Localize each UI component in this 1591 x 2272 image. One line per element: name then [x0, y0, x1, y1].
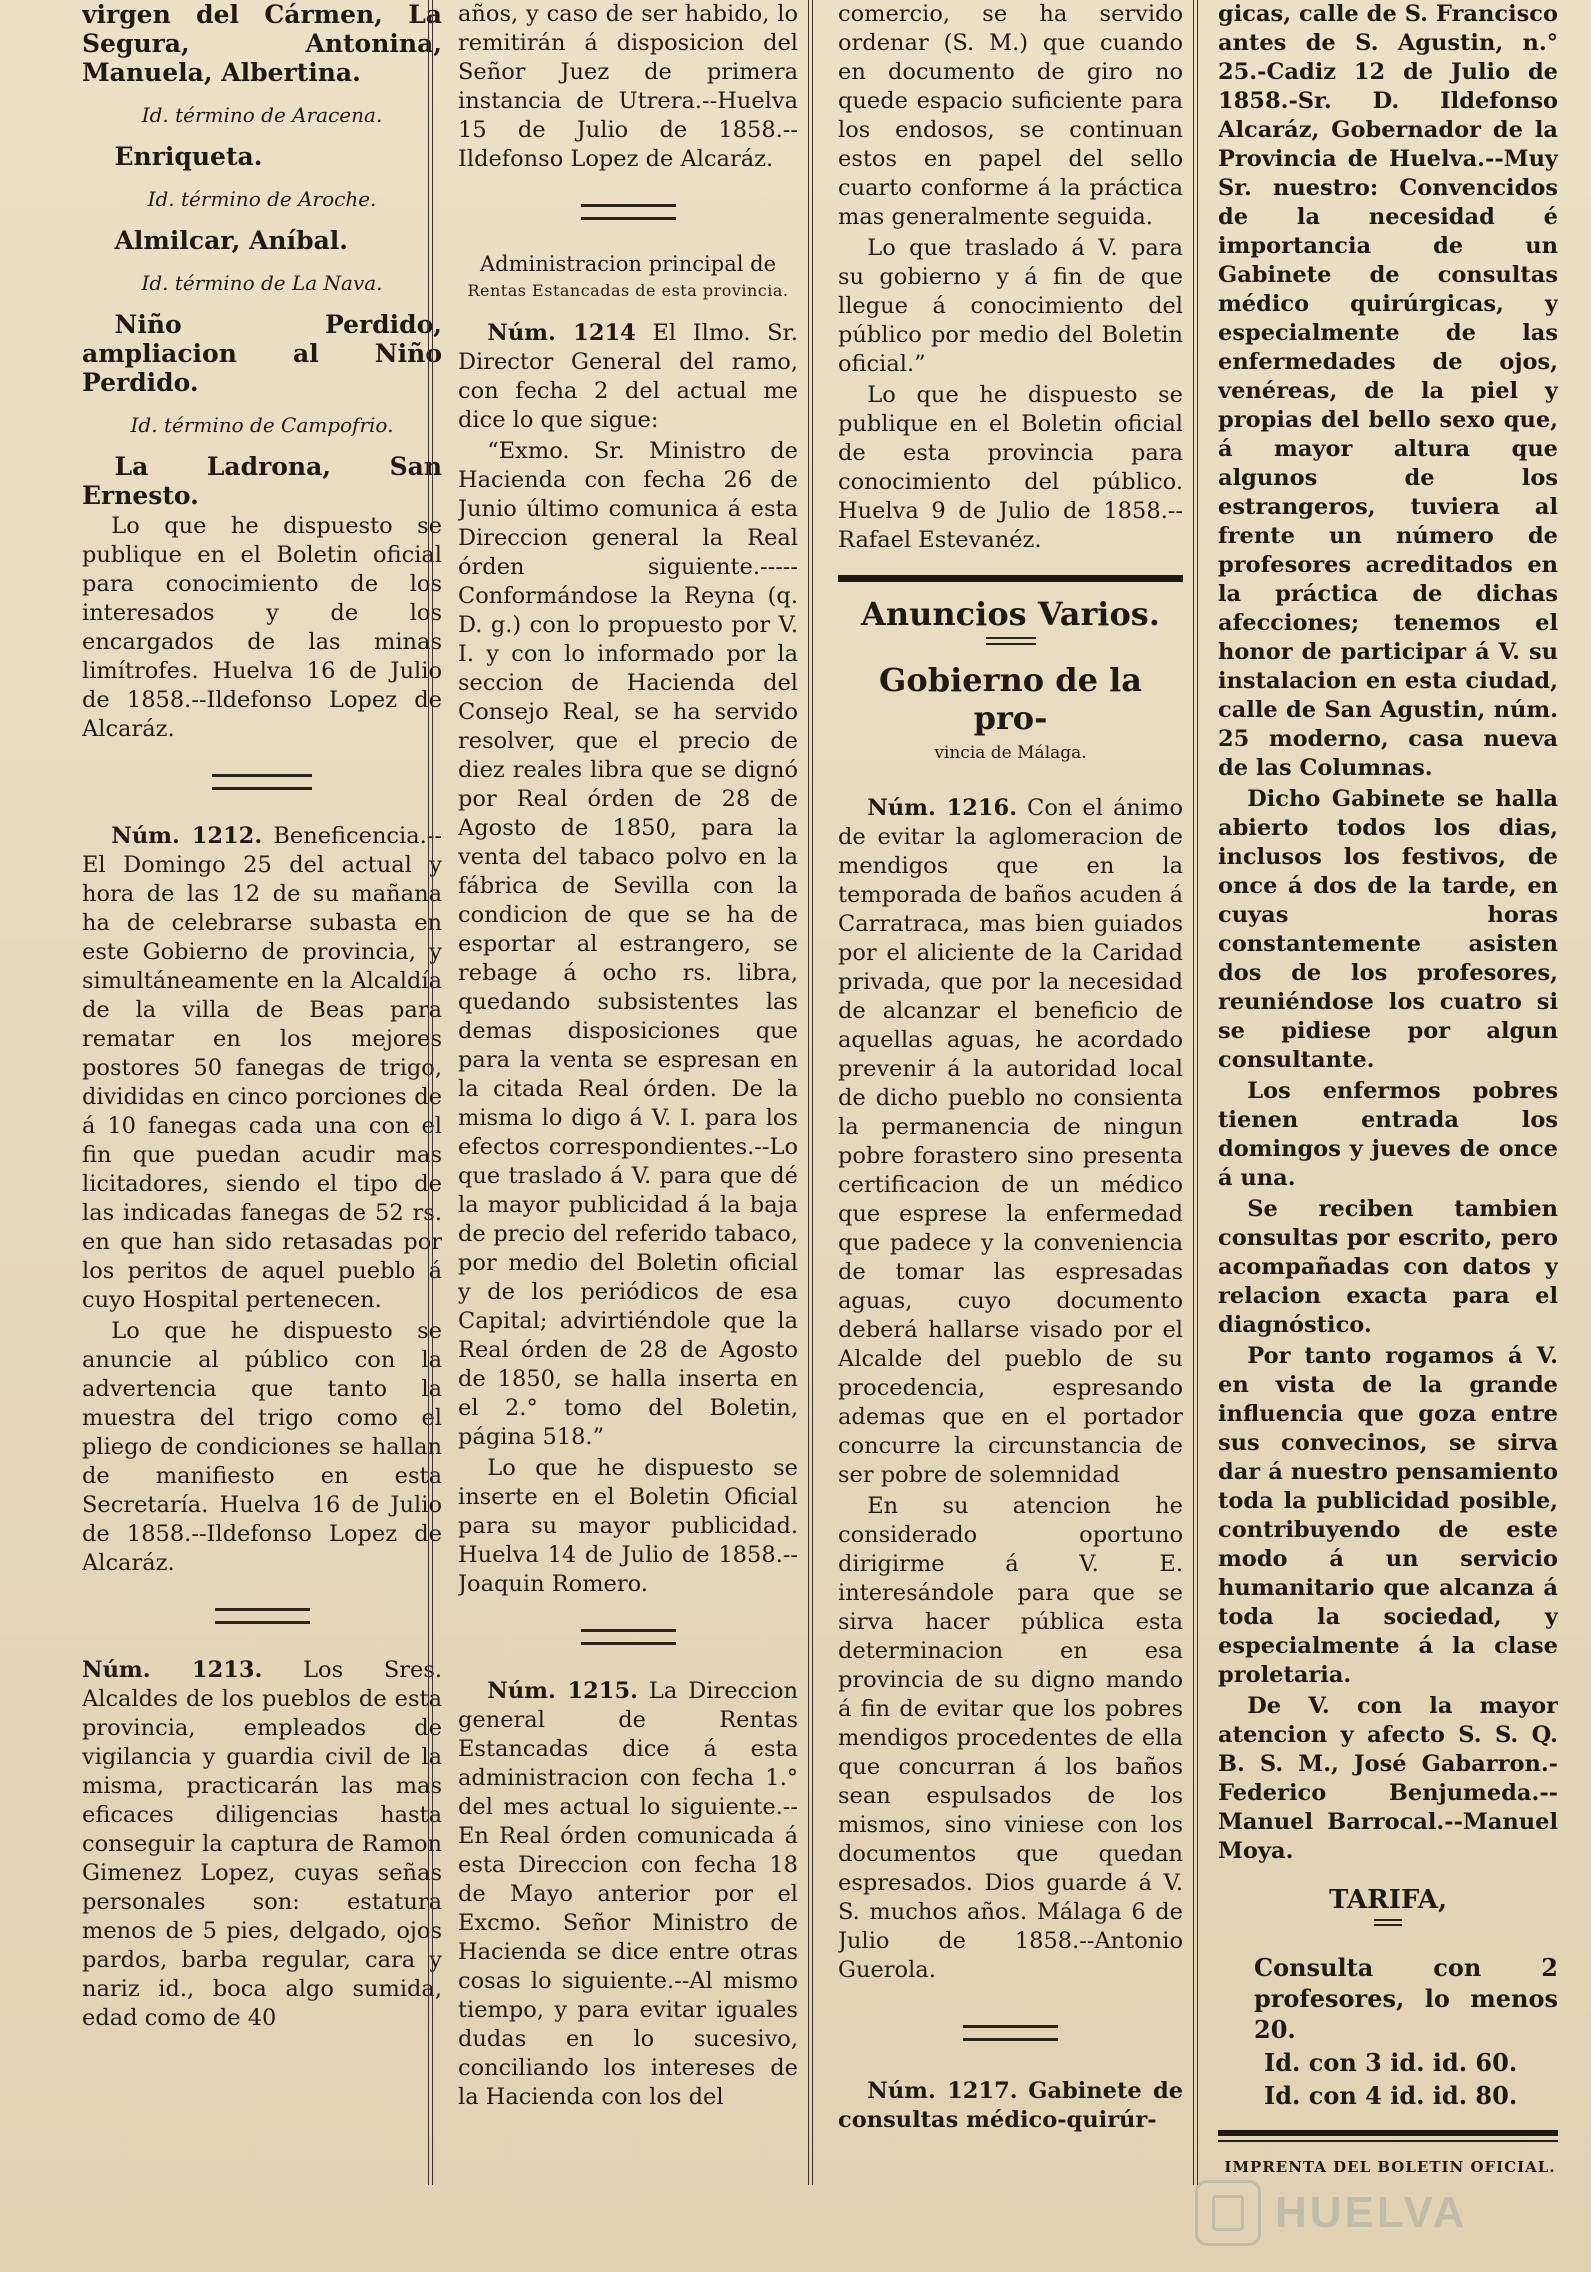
notice-1214	[458, 319, 798, 435]
notice-number: Núm. 1216.	[867, 795, 1018, 821]
notice-1215-end: comercio, se ha servido ordenar (S. M.) que cuando en documento de giro no quede espacio suficiente para los endosos, se continuan estos en papel del sello cuarto conforme á la práctica mas generalmente seguida.	[838, 1, 1183, 230]
tariff-line-3: Id. con 4 id. id. 80.	[1264, 2081, 1518, 2110]
cabinet-signatures: De V. con la mayor atencion y afecto S. S. Q. B. S. M., José Gabarron.-Federico Benjumeda.--Manuel Barrocal.--Manuel Moya.	[1218, 1693, 1558, 1864]
footer-rule	[1218, 2130, 1558, 2136]
archive-watermark	[1195, 2178, 1515, 2248]
footer-rule-thin	[1218, 2140, 1558, 2142]
column-1	[82, 0, 442, 2220]
mine-names-list: virgen del Cármen, La Segura, Antonina, Manuela, Albertina.	[82, 0, 442, 87]
column-4	[1218, 0, 1558, 2220]
small-divider	[986, 637, 1036, 645]
column-rule	[808, 0, 813, 2185]
mine-names-aracena: Enriqueta.	[114, 142, 263, 171]
notice-1213	[82, 1656, 442, 2033]
mine-names-aroche: Almilcar, Aníbal.	[114, 226, 348, 255]
mines-notice-text: Lo que he dispuesto se publique en el Boletin oficial para conocimiento de los interesados y de los encargados de las minas limítrofes. Huelva 16 de Julio de 1858.--Ildefonso Lopez de Alcaráz.	[82, 513, 442, 742]
administration-subtitle: Rentas Estancadas de esta provincia.	[467, 281, 789, 300]
cabinet-letter: gicas, calle de S. Francisco antes de S. Agustin, n.° 25.-Cadiz 12 de Julio de 1858.-Sr. D. Ildefonso Alcaráz, Gobernador de la Provincia de Huelva.--Muy Sr. nuestro: Convencidos de la necesidad é importancia de un Gabinete de consultas médico quirúrgicas, y especialmente de las enfermedades de ojos, venéreas, de la piel y propias del bello sexo que, á mayor altura que algunos de los estrangeros, tuviera al frente un número de profesores acreditados en la práctica de dichas afecciones; tenemos el honor de participar á V. su instalacion en esta ciudad, calle de San Agustin, núm. 25 moderno, casa nueva de las Columnas.	[1218, 1, 1558, 781]
mine-names-campofrio: La Ladrona, San Ernesto.	[82, 452, 442, 510]
notice-text: Con el ánimo de evitar la aglomeracion de mendigos que en la temporada de baños acuden á Carratraca, mas bien guiados por el aliciente de la Caridad privada, que por la necesidad de alcanzar el beneficio de aquellas aguas, he acordado prevenir á la autoridad local de dicho pueblo no consienta la permanencia de ningun pobre forastero sino presenta certificacion de un médico que esprese la enfermedad que padece y la conveniencia de tomar las espresadas aguas, cuyo documento deberá hallarse visado por el Alcalde del pueblo de su procedencia, espresando ademas que en el portador concurre la circunstancia de ser pobre de solemnidad	[838, 795, 1183, 1488]
notice-number: Núm. 1215.	[487, 1678, 638, 1704]
section-divider	[581, 204, 676, 220]
term-heading-aracena: Id. término de Aracena.	[141, 103, 383, 127]
tariff-line-2: Id. con 3 id. id. 60.	[1264, 2048, 1518, 2077]
tariff-title: TARIFA,	[1328, 1885, 1448, 1915]
administration-heading	[458, 252, 798, 303]
notice-text: Gabinete de consultas médico-quirúr-	[838, 2078, 1183, 2133]
administration-title: Administracion principal de	[480, 252, 776, 276]
notice-1212	[82, 822, 442, 1315]
notice-number: Núm. 1214	[487, 320, 636, 346]
royal-order-text: “Exmo. Sr. Ministro de Hacienda con fecha 26 de Junio último comunica á esta Direccion general la Real órden siguiente.-----Conformándose la Reyna (q. D. g.) con lo propuesto por V. I. y con lo informado por la seccion de Hacienda del Consejo Real, se ha servido resolver, que el precio de diez reales libra que se dignó por Real órden de 28 de Agosto de 1850, para la venta del tabaco polvo en la fábrica de Sevilla con la condicion de que se ha de esportar al estrangero, se rebage á ocho rs. libra, quedando subsistentes las demas disposiciones que para la venta se espresan en la citada Real órden. De la misma lo digo á V. I. para los efectos correspondientes.--Lo que traslado á V. para que dé la mayor publicidad á la baja de precio del referido tabaco, por medio del Boletin oficial y de los periódicos de esa Capital; advirtiéndole que la Real órden de 28 de Agosto de 1850, se halla inserta en el 2.° tomo del Boletin, página 518.”	[458, 438, 798, 1450]
notice-number: Núm. 1212.	[111, 823, 263, 849]
section-divider	[581, 1629, 676, 1645]
notice-number: Núm. 1213.	[82, 1657, 263, 1683]
government-heading: Gobierno de la pro-	[879, 661, 1142, 737]
mine-names-nava: Niño Perdido, ampliacion al Niño Perdido.	[82, 310, 442, 397]
notice-1216-continued: En su atencion he considerado oportuno dirigirme á V. E. interesándole para que se sirva hacer pública esta determinacion en esa provincia de su digno mando á fin de evitar que los pobres mendigos procedentes de ella que concurran á los baños sean espulsados de los mismos, sino viniese con los documentos que quedan espresados. Dios guarde á V. S. muchos años. Málaga 6 de Julio de 1858.--Antonio Guerola.	[838, 1493, 1183, 1983]
notice-1212-continued: Lo que he dispuesto se anuncie al público con la advertencia que tanto la muestra del trigo como el pliego de condiciones se hallan de manifiesto en esta Secretaría. Huelva 16 de Julio de 1858.--Ildefonso Lopez de Alcaráz.	[82, 1318, 442, 1576]
cabinet-hours: Dicho Gabinete se halla abierto todos los dias, inclusos los festivos, de once á dos de la tarde, en cuyas horas constantemente asisten dos de los profesores, reuniéndose los cuatro si se pidiese por algun consultante.	[1218, 786, 1558, 1073]
cabinet-written-consults: Se reciben tambien consultas por escrito, pero acompañadas con datos y relacion exacta para el diagnóstico.	[1218, 1196, 1558, 1338]
column-3	[838, 0, 1183, 2220]
notice-text: Beneficencia.--El Domingo 25 del actual y hora de las 12 de su mañana ha de celebrarse subasta en este Gobierno de provincia, y simultáneamente en la Alcaldía de la villa de Beas para rematar en los mejores postores 50 fanegas de trigo, divididas en cinco porciones de á 10 fanegas cada una con el fin que puedan acudir mas licitadores, siendo el tipo de las indicadas fanegas de 52 rs. en que han sido retasadas por los peritos de aquel pueblo á cuyo Hospital pertenecen.	[82, 823, 442, 1313]
term-heading-aroche: Id. término de Aroche.	[147, 187, 377, 211]
column-2	[458, 0, 798, 2220]
notice-text: Los Sres. Alcaldes de los pueblos de esta provincia, empleados de vigilancia y guardia civil de la misma, practicarán las mas eficaces diligencias hasta conseguir la captura de Ramon Gimenez Lopez, cuyas señas personales son: estatura menos de 5 pies, delgado, ojos pardos, barba regular, cara y nariz id., boca algo sumida, edad como de 40	[82, 1657, 442, 2031]
notice-text: La Direccion general de Rentas Estancadas dice á esta administracion con fecha 1.° del mes actual lo siguiente.--En Real órden comunicada á esta Direccion con fecha 18 de Mayo anterior por el Excmo. Señor Ministro de Hacienda se dice entre otras cosas lo siguiente.--Al mismo tiempo, y para evitar iguales dudas en lo sucesivo, conciliando los intereses de la Hacienda con los del	[458, 1678, 798, 2110]
cabinet-poor-patients: Los enfermos pobres tienen entrada los domingos y jueves de once á una.	[1218, 1078, 1558, 1191]
seal-icon	[1195, 2180, 1261, 2246]
notice-1214-closing: Lo que he dispuesto se inserte en el Boletin Oficial para su mayor publicidad. Huelva 14 de Julio de 1858.--Joaquin Romero.	[458, 1455, 798, 1597]
section-divider	[212, 774, 312, 790]
printer-imprint: IMPRENTA DEL BOLETIN OFICIAL.	[1224, 2158, 1556, 2176]
cabinet-request: Por tanto rogamos á V. en vista de la grande influencia que goza entre sus convecinos, se sirva dar á nuestro pensamiento toda la publicidad posible, contribuyendo de este modo á un servicio humanitario que alcanza á toda la sociedad, y especialmente á la clase proletaria.	[1218, 1343, 1558, 1688]
government-subheading: vincia de Málaga.	[934, 743, 1087, 763]
section-divider	[963, 2025, 1058, 2041]
notice-text: El Ilmo. Sr. Director General del ramo, con fecha 2 del actual me dice lo que sigue:	[458, 320, 798, 433]
term-heading-nava: Id. término de La Nava.	[141, 271, 383, 295]
column-rule	[428, 0, 433, 2185]
section-divider	[215, 1608, 310, 1624]
notice-1217	[838, 2077, 1183, 2135]
column-rule	[1193, 0, 1198, 2185]
notice-1216	[838, 794, 1183, 1490]
term-heading-campofrio: Id. término de Campofrio.	[130, 413, 394, 437]
tariff-line-1: Consulta con 2 profesores, lo menos 20.	[1254, 1953, 1558, 2044]
section-rule	[838, 575, 1183, 582]
notice-number: Núm. 1217.	[867, 2078, 1018, 2104]
announcements-title: Anuncios Varios.	[861, 595, 1160, 633]
notice-1215-transfer: Lo que traslado á V. para su gobierno y á fin de que llegue á conocimiento del público por medio del Boletin oficial.”	[838, 235, 1183, 377]
notice-1215-closing: Lo que he dispuesto se publique en el Boletin oficial de esta provincia para conocimiento del público. Huelva 9 de Julio de 1858.--Rafael Estevanéz.	[838, 382, 1183, 553]
notice-1213-end: años, y caso de ser habido, lo remitirán á disposicion del Señor Juez de primera instancia de Utrera.--Huelva 15 de Julio de 1858.--Ildefonso Lopez de Alcaráz.	[458, 1, 798, 172]
watermark-text: HUELVA	[1275, 2188, 1468, 2237]
notice-1215	[458, 1677, 798, 2112]
small-divider	[1374, 1919, 1402, 1926]
